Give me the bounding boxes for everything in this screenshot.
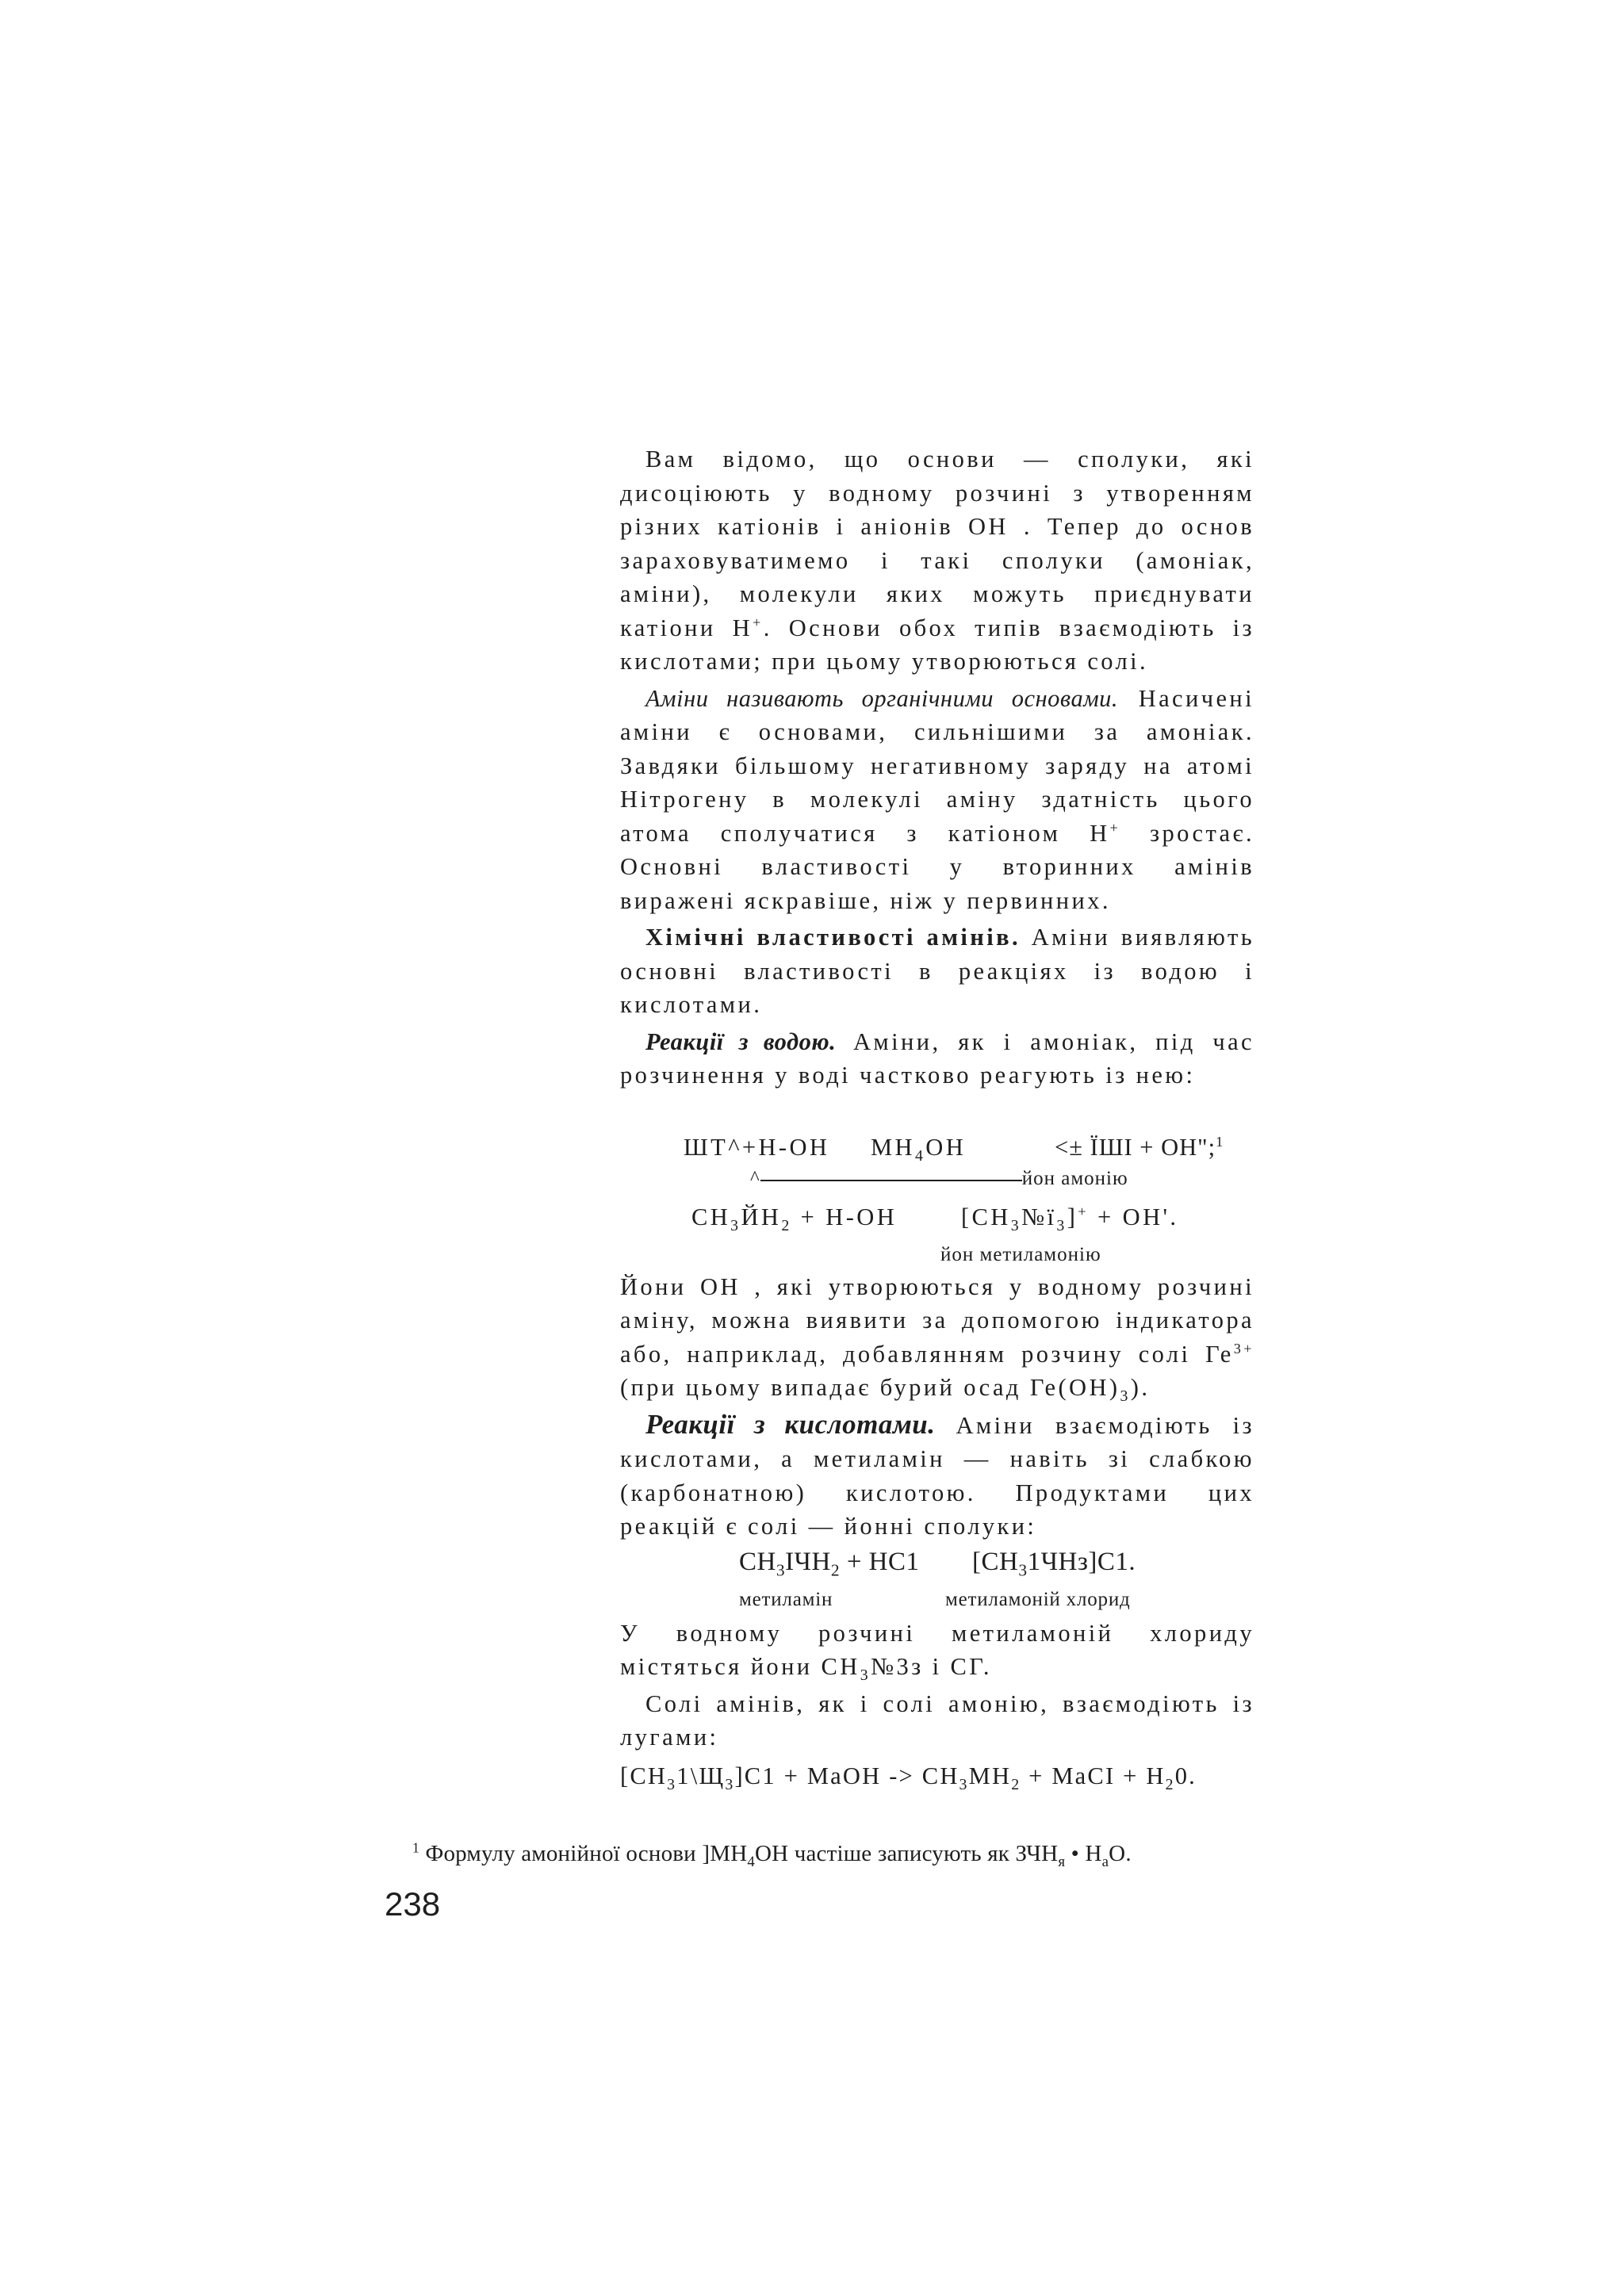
caret: ^: [750, 1167, 760, 1189]
bold-italic-lead: Реакції з кислотами.: [645, 1408, 936, 1440]
subscript: 2: [1011, 1775, 1021, 1793]
equation-salt-naoh: [620, 1759, 1254, 1796]
text: <± ЇШІ + ОН";: [1055, 1133, 1216, 1161]
text: Аміни виявляють основні властивості в реакціях із водою і кислотами.: [620, 924, 1254, 1018]
text: МН: [871, 1133, 915, 1161]
superscript: +: [1078, 1203, 1090, 1219]
text: СН: [739, 1547, 776, 1576]
bold-lead: Хімічні властивості амінів.: [645, 924, 1021, 951]
text: СН: [691, 1203, 731, 1230]
text: (при цьому випадає бурий осад Ге(ОН): [620, 1374, 1120, 1401]
superscript: +: [1109, 819, 1121, 836]
text: . Основи обох типів взаємодіють із кислотами; при цьому утворюються солі.: [620, 614, 1254, 675]
main-text: [620, 442, 1254, 1796]
subscript: 3: [959, 1775, 969, 1793]
equation-left: [691, 1200, 897, 1234]
subscript: 3: [1010, 1216, 1022, 1234]
text: Вам відомо, що основи — сполуки, які дисоціюють у водному розчині з утворенням різних катіонів і аніонів ОН . Тепер до основ зараховуватимемо і такі сполуки (амоніак, аміни), молекули яких можуть приєднувати катіони Н: [620, 446, 1254, 641]
text: 0.: [1174, 1762, 1197, 1789]
text: Солі амінів, як і солі амонію, взаємодіють із лугами:: [620, 1689, 1254, 1751]
text: ]: [1067, 1203, 1078, 1230]
caption-text: йон метиламонію: [940, 1243, 1101, 1265]
footnote-ref: 1: [1216, 1133, 1224, 1150]
caption-reaction-names: [620, 1582, 1254, 1613]
page-number: 238: [385, 1885, 441, 1923]
subscript: 3: [1056, 1216, 1067, 1234]
text: ЙН: [741, 1203, 782, 1230]
subscript: 3: [725, 1775, 735, 1793]
equation-methylamine-hcl: [620, 1545, 1254, 1582]
footnote-mark: 1: [412, 1839, 419, 1856]
text: 1\Щ: [676, 1762, 726, 1789]
subscript: 3: [1120, 1387, 1131, 1406]
subscript: а: [1101, 1853, 1109, 1870]
text: зростає. Основні властивості у вторинних амінів виражені яскравіше, ніж у первинних.: [620, 819, 1254, 914]
text: ІЧН: [785, 1547, 831, 1576]
text: 1ЧНз]С1.: [1027, 1547, 1136, 1576]
text: МН: [968, 1762, 1012, 1789]
paragraph-reactions-acids: [620, 1408, 1254, 1544]
italic-lead: Аміни називають органічними основами.: [645, 684, 1119, 712]
caption-ammonium-ion: [620, 1167, 1254, 1199]
equation-right: [972, 1545, 1136, 1579]
text: [СН: [620, 1762, 668, 1789]
caption-line: [750, 1162, 1128, 1196]
equation-left: ШТ^+Н-ОН: [684, 1133, 830, 1161]
text: Аміни, як і амоніак, під час розчинення у воді частково реагують із нею:: [620, 1027, 1254, 1089]
equation-right: [1055, 1131, 1224, 1165]
paragraph-hydroxide-detection: [620, 1270, 1254, 1405]
text: №ї: [1021, 1203, 1057, 1230]
equation-middle: [871, 1131, 966, 1165]
paragraph-reactions-water: [620, 1025, 1254, 1093]
text: ОН частіше записують як ЗЧН: [754, 1841, 1059, 1866]
text: + МаСІ + Н: [1021, 1762, 1166, 1789]
paragraph-chemical-properties: [620, 920, 1254, 1022]
subscript: 3: [776, 1560, 786, 1580]
equation-methylamine-water: [620, 1200, 1254, 1237]
text: + НС1: [840, 1547, 920, 1576]
text: Аміни взаємодіють із кислотами, а метиламін — навіть зі слабкою (карбонатною) кислотою. Продуктами цих реакцій є солі — йонні сполуки:: [620, 1411, 1254, 1540]
subscript: 2: [830, 1560, 841, 1580]
equation-left: [739, 1545, 920, 1579]
text: ).: [1130, 1374, 1151, 1401]
text: У водному розчині метиламоній хлориду містяться йони СН: [620, 1619, 1254, 1680]
bold-italic-lead: Реакції з водою.: [645, 1027, 837, 1055]
footnote: [412, 1839, 1277, 1870]
caption-methylammonium-ion: [620, 1237, 1254, 1269]
caption-methylamine: метиламін: [739, 1588, 833, 1610]
subscript: 3: [667, 1775, 677, 1793]
superscript: +: [753, 614, 764, 630]
caption-text: йон амонію: [1021, 1167, 1128, 1189]
text: Формулу амонійної основи ]МН: [419, 1841, 748, 1866]
text: Насичені аміни є основами, сильнішими за амоніак. Завдяки більшому негативному заряду на атомі Нітрогену в молекулі аміну здатність цього атома сполучатися з катіоном Н: [620, 684, 1254, 847]
subscript: 4: [747, 1853, 755, 1870]
text: [СН: [961, 1203, 1011, 1230]
text: ОН: [925, 1133, 967, 1161]
superscript: 3+: [1233, 1340, 1254, 1357]
subscript: 3: [1018, 1560, 1028, 1580]
paragraph-salts-alkali: [620, 1687, 1254, 1755]
subscript: 2: [781, 1216, 792, 1234]
subscript: я: [1058, 1853, 1066, 1870]
subscript: 3: [730, 1216, 741, 1234]
paragraph-bases-intro: [620, 442, 1254, 679]
caption-methylammonium-chloride: метиламоній хлорид: [945, 1588, 1131, 1610]
text: [СН: [972, 1547, 1019, 1576]
text: Йони ОН , які утворюються у водному розчині аміну, можна виявити за допомогою індикатора або, наприклад, добавлянням розчину солі Ге: [620, 1272, 1254, 1368]
equation-right: [961, 1200, 1178, 1234]
subscript: 2: [1165, 1775, 1175, 1793]
text: + Н-ОН: [791, 1203, 898, 1230]
text: ]С1 + МаОН -> СН: [734, 1762, 959, 1789]
text: О.: [1109, 1841, 1132, 1866]
text: • Н: [1065, 1841, 1102, 1866]
underline: [760, 1164, 1022, 1181]
subscript: 3: [860, 1667, 871, 1685]
subscript: 4: [914, 1146, 926, 1165]
equation-line: [620, 1759, 1197, 1793]
paragraph-ions-in-solution: [620, 1617, 1254, 1684]
text: №3з і СГ.: [871, 1653, 992, 1680]
paragraph-amines-bases: [620, 682, 1254, 918]
text: + ОН'.: [1089, 1203, 1179, 1230]
